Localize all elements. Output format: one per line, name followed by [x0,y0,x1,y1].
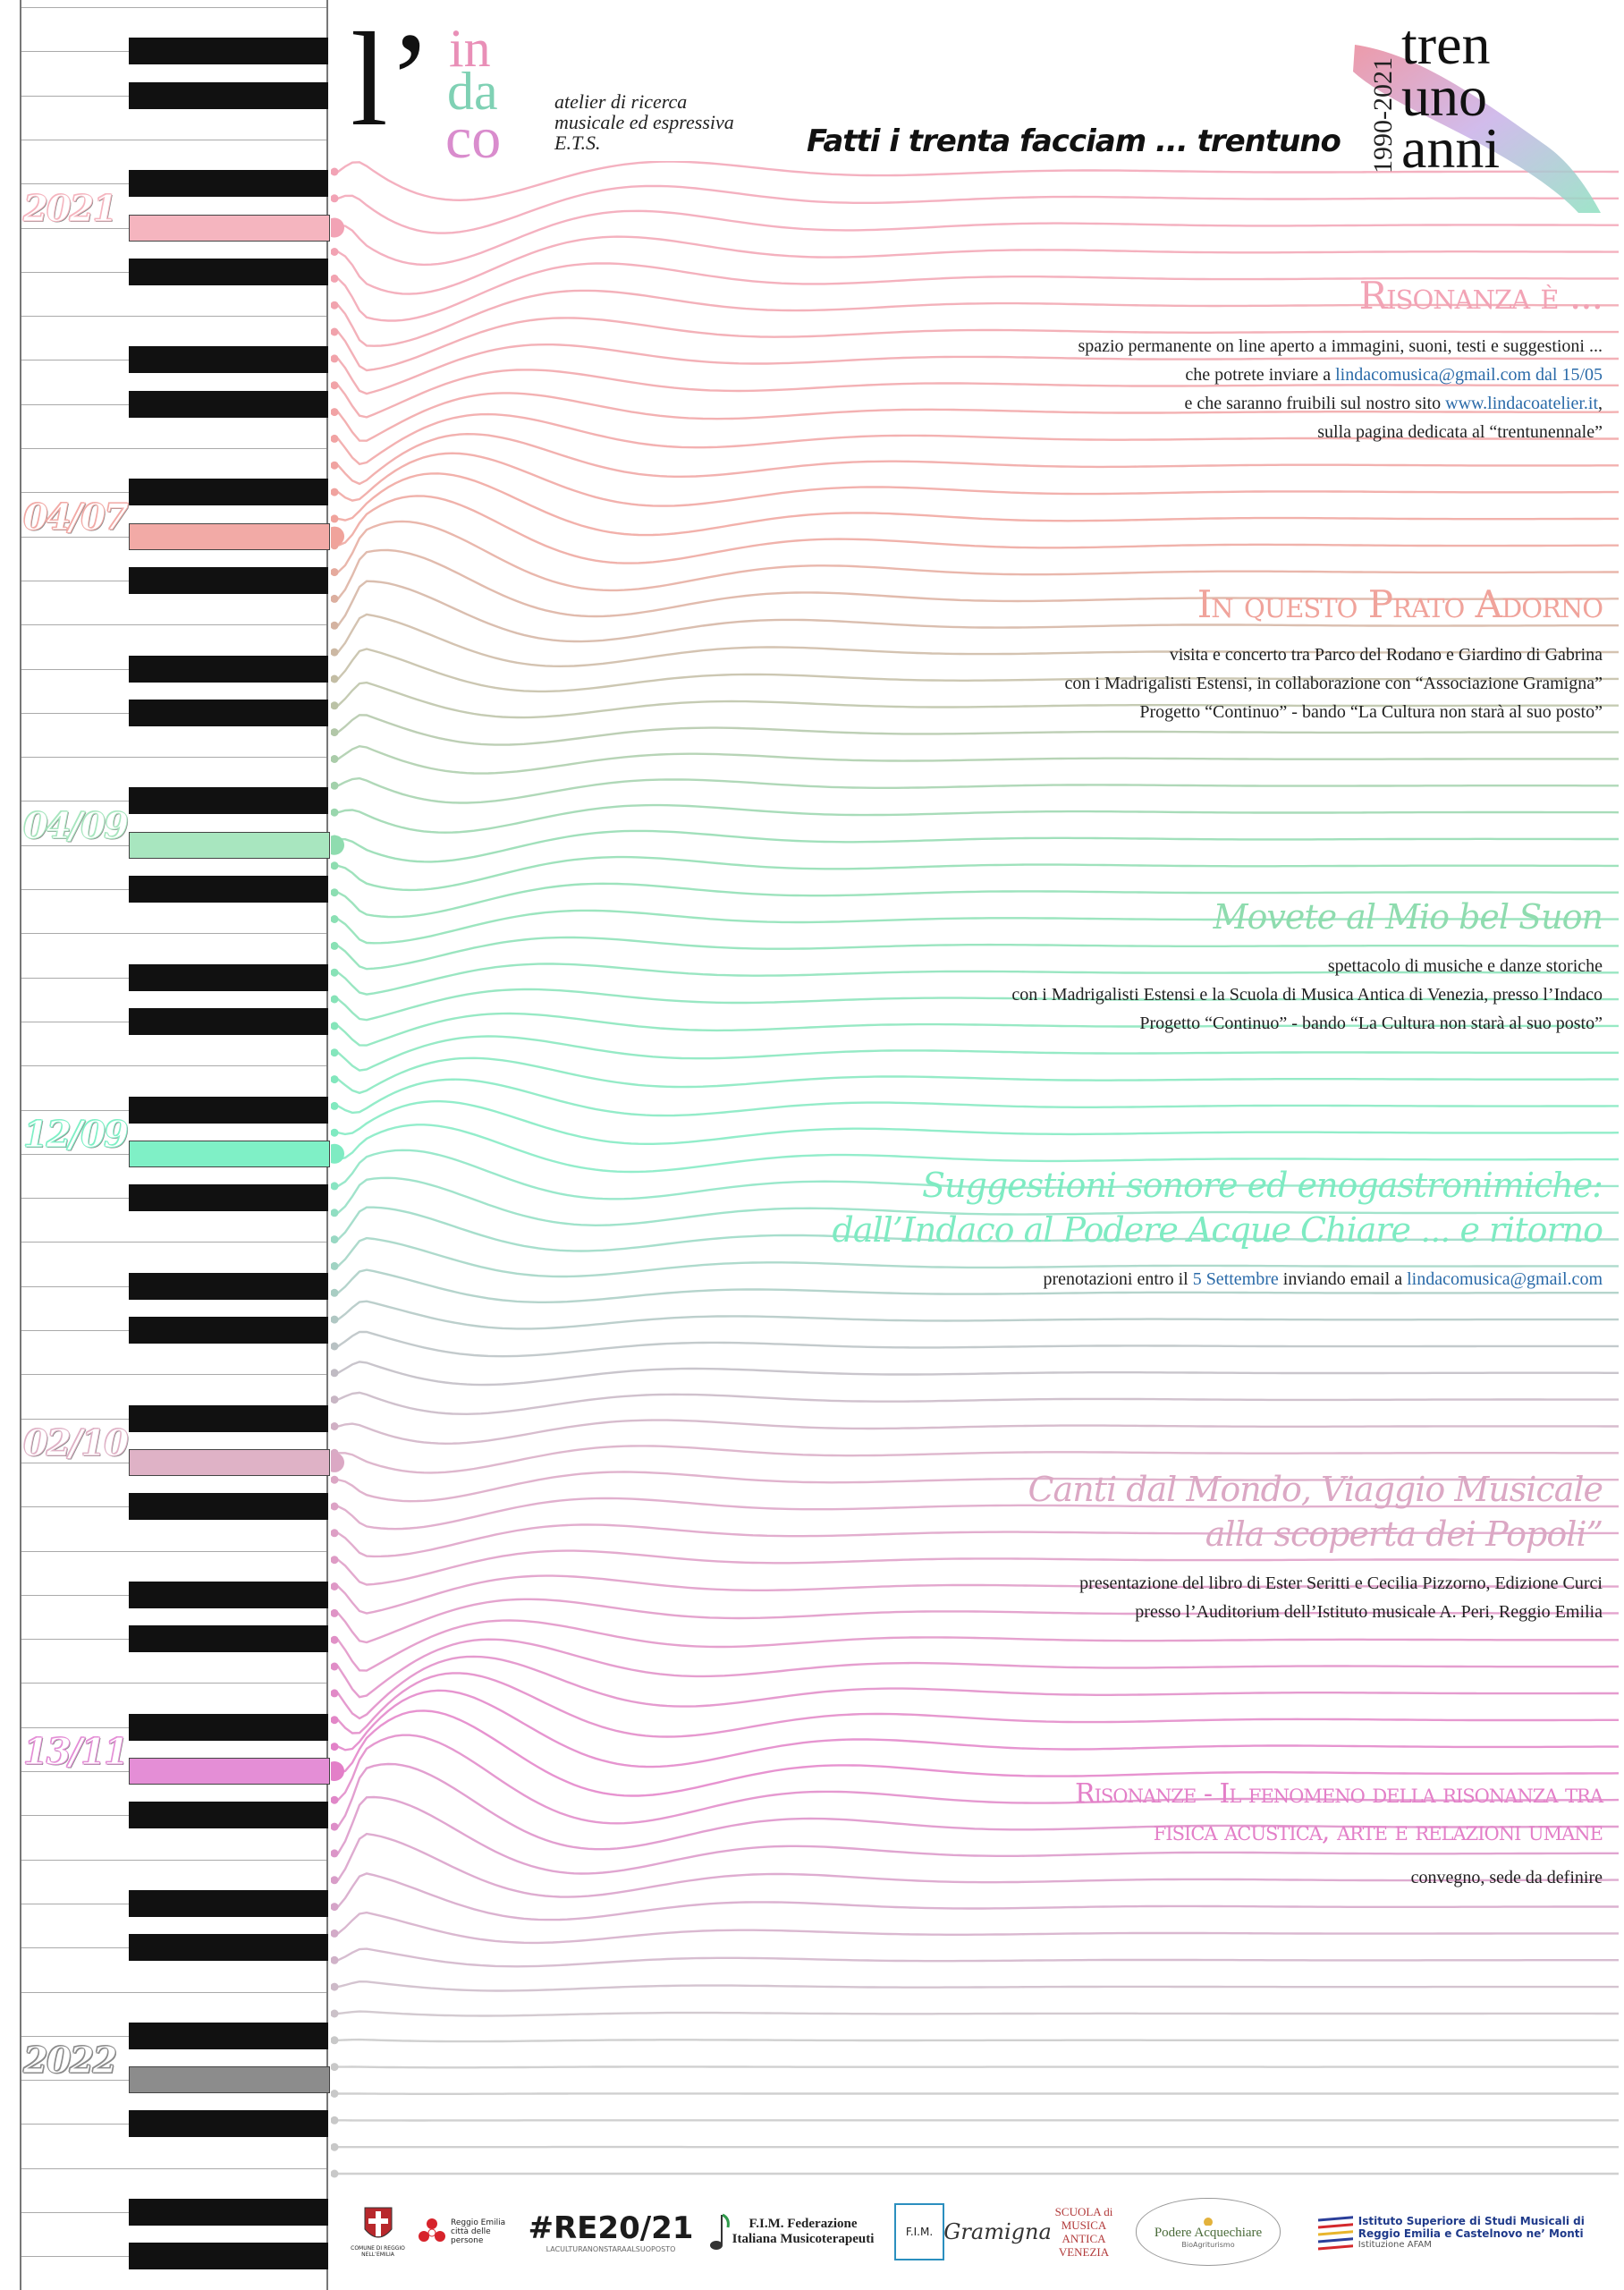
event-text: presso l’Auditorium dell’Istituto musicale A. Peri, Reggio Emilia [1135,1602,1603,1622]
wave-dot [331,969,339,977]
event-detail [1078,418,1603,446]
wave-dot [331,1636,339,1644]
fim-logo [702,2187,881,2277]
white-key-divider [21,757,326,758]
event-detail [1011,980,1603,1009]
event-detail [1075,1863,1603,1892]
wave-dot [331,1182,339,1190]
wave-dot [331,1956,339,1964]
music-note-icon [708,2209,732,2254]
org-line-3: E.T.S. [554,131,601,154]
wave-dot [331,782,339,790]
black-key [129,567,328,594]
date-label: 04/07 [23,496,127,539]
acquechiare-label: Podere Acquechiare [1154,2226,1263,2240]
wave-dot [331,1529,339,1537]
istituto-logo [1316,2187,1603,2277]
wave-line [331,778,1619,802]
wave-dot [331,1556,339,1564]
event-detail [1011,952,1603,980]
wave-dot [331,1048,339,1056]
event-block [1011,895,1603,1038]
event-detail [1011,1009,1603,1038]
wave-dot [331,2010,339,2018]
wave-line [331,1332,1619,1356]
wave-dot [331,996,339,1004]
event-title: In questo Prato Adorno [1197,582,1603,626]
wave-line [331,1913,1619,1943]
wave-line [331,2066,1619,2067]
event-marker [331,218,344,238]
city-crest-icon [363,2206,393,2245]
date-label: 2022 [23,2040,116,2082]
event-text: presentazione del libro di Ester Seritti e Cecilia Pizzorno, Edizione Curci [1079,1573,1603,1593]
wave-dot [331,2170,339,2178]
wave-dot [331,2090,339,2098]
wave-line [331,1421,1619,1444]
black-key [129,391,328,418]
event-block [1078,273,1603,446]
black-key [129,1625,328,1652]
logo-in: in [449,19,491,78]
wave-dot [331,328,339,336]
wave-line [331,1037,1619,1071]
wave-line [331,1981,1619,1990]
event-text: , [1598,394,1603,413]
wave-dot [331,488,339,496]
white-key-divider [21,448,326,449]
anniversary-years: 1990-2021 [1368,57,1398,174]
wave-dot [331,248,339,256]
org-description [554,91,734,153]
wave-dot [331,1343,339,1351]
wave-dot [331,1876,339,1884]
event-link[interactable]: 5 Settembre [1192,1269,1279,1289]
event-title: Canti dal Mondo, Viaggio Musicale [1028,1470,1603,1509]
wave-line [331,1361,1619,1385]
wave-dot [331,168,339,176]
event-title: fisica acustica, arte e relazioni umane [1153,1816,1603,1847]
event-title: dall’Indaco al Podere Acque Chiare ... e ritorno [832,1210,1603,1250]
wave-dot [331,649,339,657]
wave-dot [331,2063,339,2071]
white-key-divider [21,1065,326,1066]
wave-dot [331,2143,339,2151]
white-key-divider [21,933,326,934]
event-title: alla scoperta dei Popoli” [1205,1514,1603,1554]
wave-dot [331,1930,339,1938]
logo-l: l’ [351,5,433,154]
wave-dot [331,942,339,950]
white-key-divider [21,1551,326,1552]
reggio-emilia-logo [411,2187,519,2277]
comune-label: COMUNE DI REGGIO NELL’EMILIA [351,2245,405,2258]
wave-dot [331,1316,339,1324]
wave-dot [331,1903,339,1911]
black-key [129,38,328,64]
wave-dot [331,435,339,443]
black-key [129,2243,328,2269]
bioagriturismo-label: BioAgriturismo [1181,2241,1235,2249]
staff-icon [1316,2211,1353,2252]
gramigna-label: Gramigna [943,2219,1052,2244]
wave-line [331,522,1619,590]
sponsors-bar [349,2187,1610,2277]
event-detail [1078,389,1603,418]
black-key [129,346,328,373]
wave-dot [331,408,339,416]
black-key [129,1273,328,1300]
wave-dot [331,1716,339,1724]
wave-line [331,831,1619,862]
wave-dot [331,301,339,310]
event-detail [1065,698,1603,726]
wave-dot [331,622,339,630]
white-key-divider [21,316,326,317]
wave-dot [331,1209,339,1217]
gramigna-logo [943,2187,1052,2277]
reggio-emilia-label: Reggio Emilia città delle persone [451,2218,506,2245]
black-key [129,1184,328,1211]
black-key [129,2110,328,2137]
wave-line [331,746,1619,773]
black-key [129,2199,328,2226]
acquechiare-logo [1132,2187,1284,2277]
wave-dot [331,1503,339,1511]
wave-dot [331,1422,339,1430]
event-link[interactable]: www.lindacoatelier.it [1445,394,1598,413]
wave-dot [331,514,339,522]
wave-dot [331,1289,339,1297]
wave-line [331,1621,1619,1671]
date-label: 2021 [23,187,116,230]
white-key-divider [21,1683,326,1684]
event-text: sulla pagina dedicata al “trentunennale” [1317,422,1603,442]
wave-line [331,1673,1619,1736]
wave-dot [331,275,339,283]
wave-dot [331,675,339,683]
fim-box-logo [892,2187,946,2277]
black-key [129,1802,328,1828]
logo-co: co [445,106,502,171]
wave-dot [331,2116,339,2125]
event-title: Risonanze - Il fenomeno della risonanza tra [1075,1778,1603,1810]
event-block [833,1163,1603,1293]
white-key-divider [21,624,326,625]
wave-line [331,454,1619,506]
wave-dot [331,1663,339,1671]
event-detail [1028,1569,1603,1598]
wave-dot [331,1022,339,1030]
date-label: 02/10 [23,1421,127,1464]
wave-line [331,1393,1619,1414]
re2021-logo [526,2187,696,2277]
black-key [129,700,328,726]
wave-line [331,1302,1619,1329]
wave-line [331,1058,1619,1093]
event-text: spettacolo di musiche e danze storiche [1327,956,1603,976]
afam-label: Istituzione AFAM [1358,2239,1432,2250]
date-label: 12/09 [23,1113,127,1156]
event-text: con i Madrigalisti Estensi, in collaborazione con “Associazione Gramigna” [1064,674,1603,693]
sun-icon [1201,2215,1215,2226]
event-title: Risonanza è ... [1358,274,1603,318]
logo-da: da [447,62,498,121]
dots-icon [417,2217,447,2247]
black-key [129,1317,328,1344]
white-key-divider [21,1242,326,1243]
event-text: inviando email a [1278,1269,1408,1289]
anniversary-word-2: uno [1401,64,1487,128]
event-text: Progetto “Continuo” - bando “La Cultura non starà al suo posto” [1139,702,1603,722]
wave-dot [331,861,339,869]
event-text: e che saranno fruibili sul nostro sito [1184,394,1446,413]
wave-dot [331,1102,339,1110]
wave-line [331,1949,1619,1967]
event-text: con i Madrigalisti Estensi e la Scuola di Musica Antica di Venezia, presso l’Indaco [1011,985,1603,1005]
event-text: convegno, sede da definire [1410,1868,1603,1887]
fim-label: F.I.M. Federazione Italiana Musicoterapeuti [732,2217,875,2246]
wave-dot [331,1849,339,1857]
tagline: Fatti i trenta facciam ... trentuno [807,123,1341,159]
event-block [1075,1776,1603,1892]
wave-dot [331,1609,339,1617]
re2021-sub: LACULTURANONSTARAALSUOPOSTO [546,2244,676,2253]
wave-line [331,2012,1619,2016]
org-line-2: musicale ed espressiva [554,111,734,133]
black-key [129,1934,328,1961]
event-text: visita e concerto tra Parco del Rodano e Giardino di Gabrina [1169,645,1603,665]
wave-dot [331,1743,339,1751]
event-detail [833,1265,1603,1293]
re2021-hashtag: #RE20/21 [528,2209,694,2246]
wave-dot [331,1983,339,1991]
wave-line [331,1101,1619,1144]
event-detail [1078,360,1603,389]
wave-dot [331,568,339,576]
wave-dot [331,755,339,763]
fim-box-label: F.I.M. [905,2226,934,2238]
org-line-1: atelier di ricerca [554,90,688,113]
black-key [129,259,328,285]
wave-dot [331,1262,339,1270]
white-key-divider [21,2168,326,2169]
wave-dot [331,888,339,896]
wave-dot [331,1476,339,1484]
wave-dot [331,1129,339,1137]
wave-line [331,2040,1619,2041]
wave-dot [331,194,339,202]
event-text: che potrete inviare a [1185,365,1336,385]
wave-dot [331,381,339,389]
istituto-label: Istituto Superiore di Studi Musicali di Reggio Emilia e Castelnovo ne’ Monti [1358,2214,1585,2240]
black-key [129,1582,328,1608]
black-key [129,1493,328,1520]
event-marker [331,1453,344,1472]
wave-line [331,857,1619,890]
wave-dot [331,1823,339,1831]
wave-dot [331,595,339,603]
white-key-divider [21,1860,326,1861]
event-marker [331,1144,344,1164]
date-label: 13/11 [23,1731,127,1773]
wave-dot [331,1395,339,1404]
event-text: prenotazioni entro il [1043,1269,1193,1289]
anniversary-word-1: tren [1401,13,1491,76]
wave-dot [331,1689,339,1697]
event-text: spazio permanente on line aperto a immagini, suoni, testi e suggestioni ... [1078,336,1603,356]
event-link[interactable]: lindacomusica@gmail.com [1407,1269,1603,1289]
wave-dot [331,1369,339,1377]
white-key-divider [21,1374,326,1375]
white-key-divider [21,7,326,8]
event-marker [331,1761,344,1781]
comune-logo [349,2187,407,2277]
event-block [1065,581,1603,726]
wave-line [331,1080,1619,1115]
wave-dot [331,462,339,470]
event-title: Suggestioni sonore ed enogastronimiche: [921,1166,1603,1205]
event-title: Movete al Mio bel Suon [1213,897,1603,937]
wave-line [331,1640,1619,1698]
wave-line [331,1691,1619,1767]
scuola-musica-antica-logo [1048,2187,1120,2277]
black-key [129,876,328,903]
wave-line [331,496,1619,563]
black-key [129,964,328,991]
date-label: 04/09 [23,804,127,847]
scuola-label: SCUOLA di MUSICA ANTICA VENEZIA [1054,2205,1113,2259]
black-key [129,82,328,109]
wave-dot [331,1582,339,1590]
wave-dot [331,1075,339,1083]
wave-dot [331,1796,339,1804]
event-link[interactable]: lindacomusica@gmail.com dal 15/05 [1335,365,1603,385]
event-detail [1065,640,1603,669]
wave-dot [331,809,339,817]
wave-dot [331,728,339,736]
event-detail [1028,1598,1603,1626]
event-block [1028,1467,1603,1626]
black-key [129,656,328,683]
wave-dot [331,701,339,709]
black-key [129,1890,328,1917]
wave-dot [331,915,339,923]
wave-dot [331,1235,339,1243]
event-detail [1078,332,1603,360]
black-key [129,1008,328,1035]
wave-line [331,805,1619,833]
lindaco-logo [351,5,816,171]
wave-line [331,473,1619,535]
wave-dot [331,2036,339,2044]
white-key-divider [21,1992,326,1993]
event-text: Progetto “Continuo” - bando “La Cultura non starà al suo posto” [1139,1014,1603,1033]
event-detail [1065,669,1603,698]
wave-dot [331,354,339,362]
anniversary-logo [1346,13,1614,215]
anniversary-word-3: anni [1401,116,1501,180]
